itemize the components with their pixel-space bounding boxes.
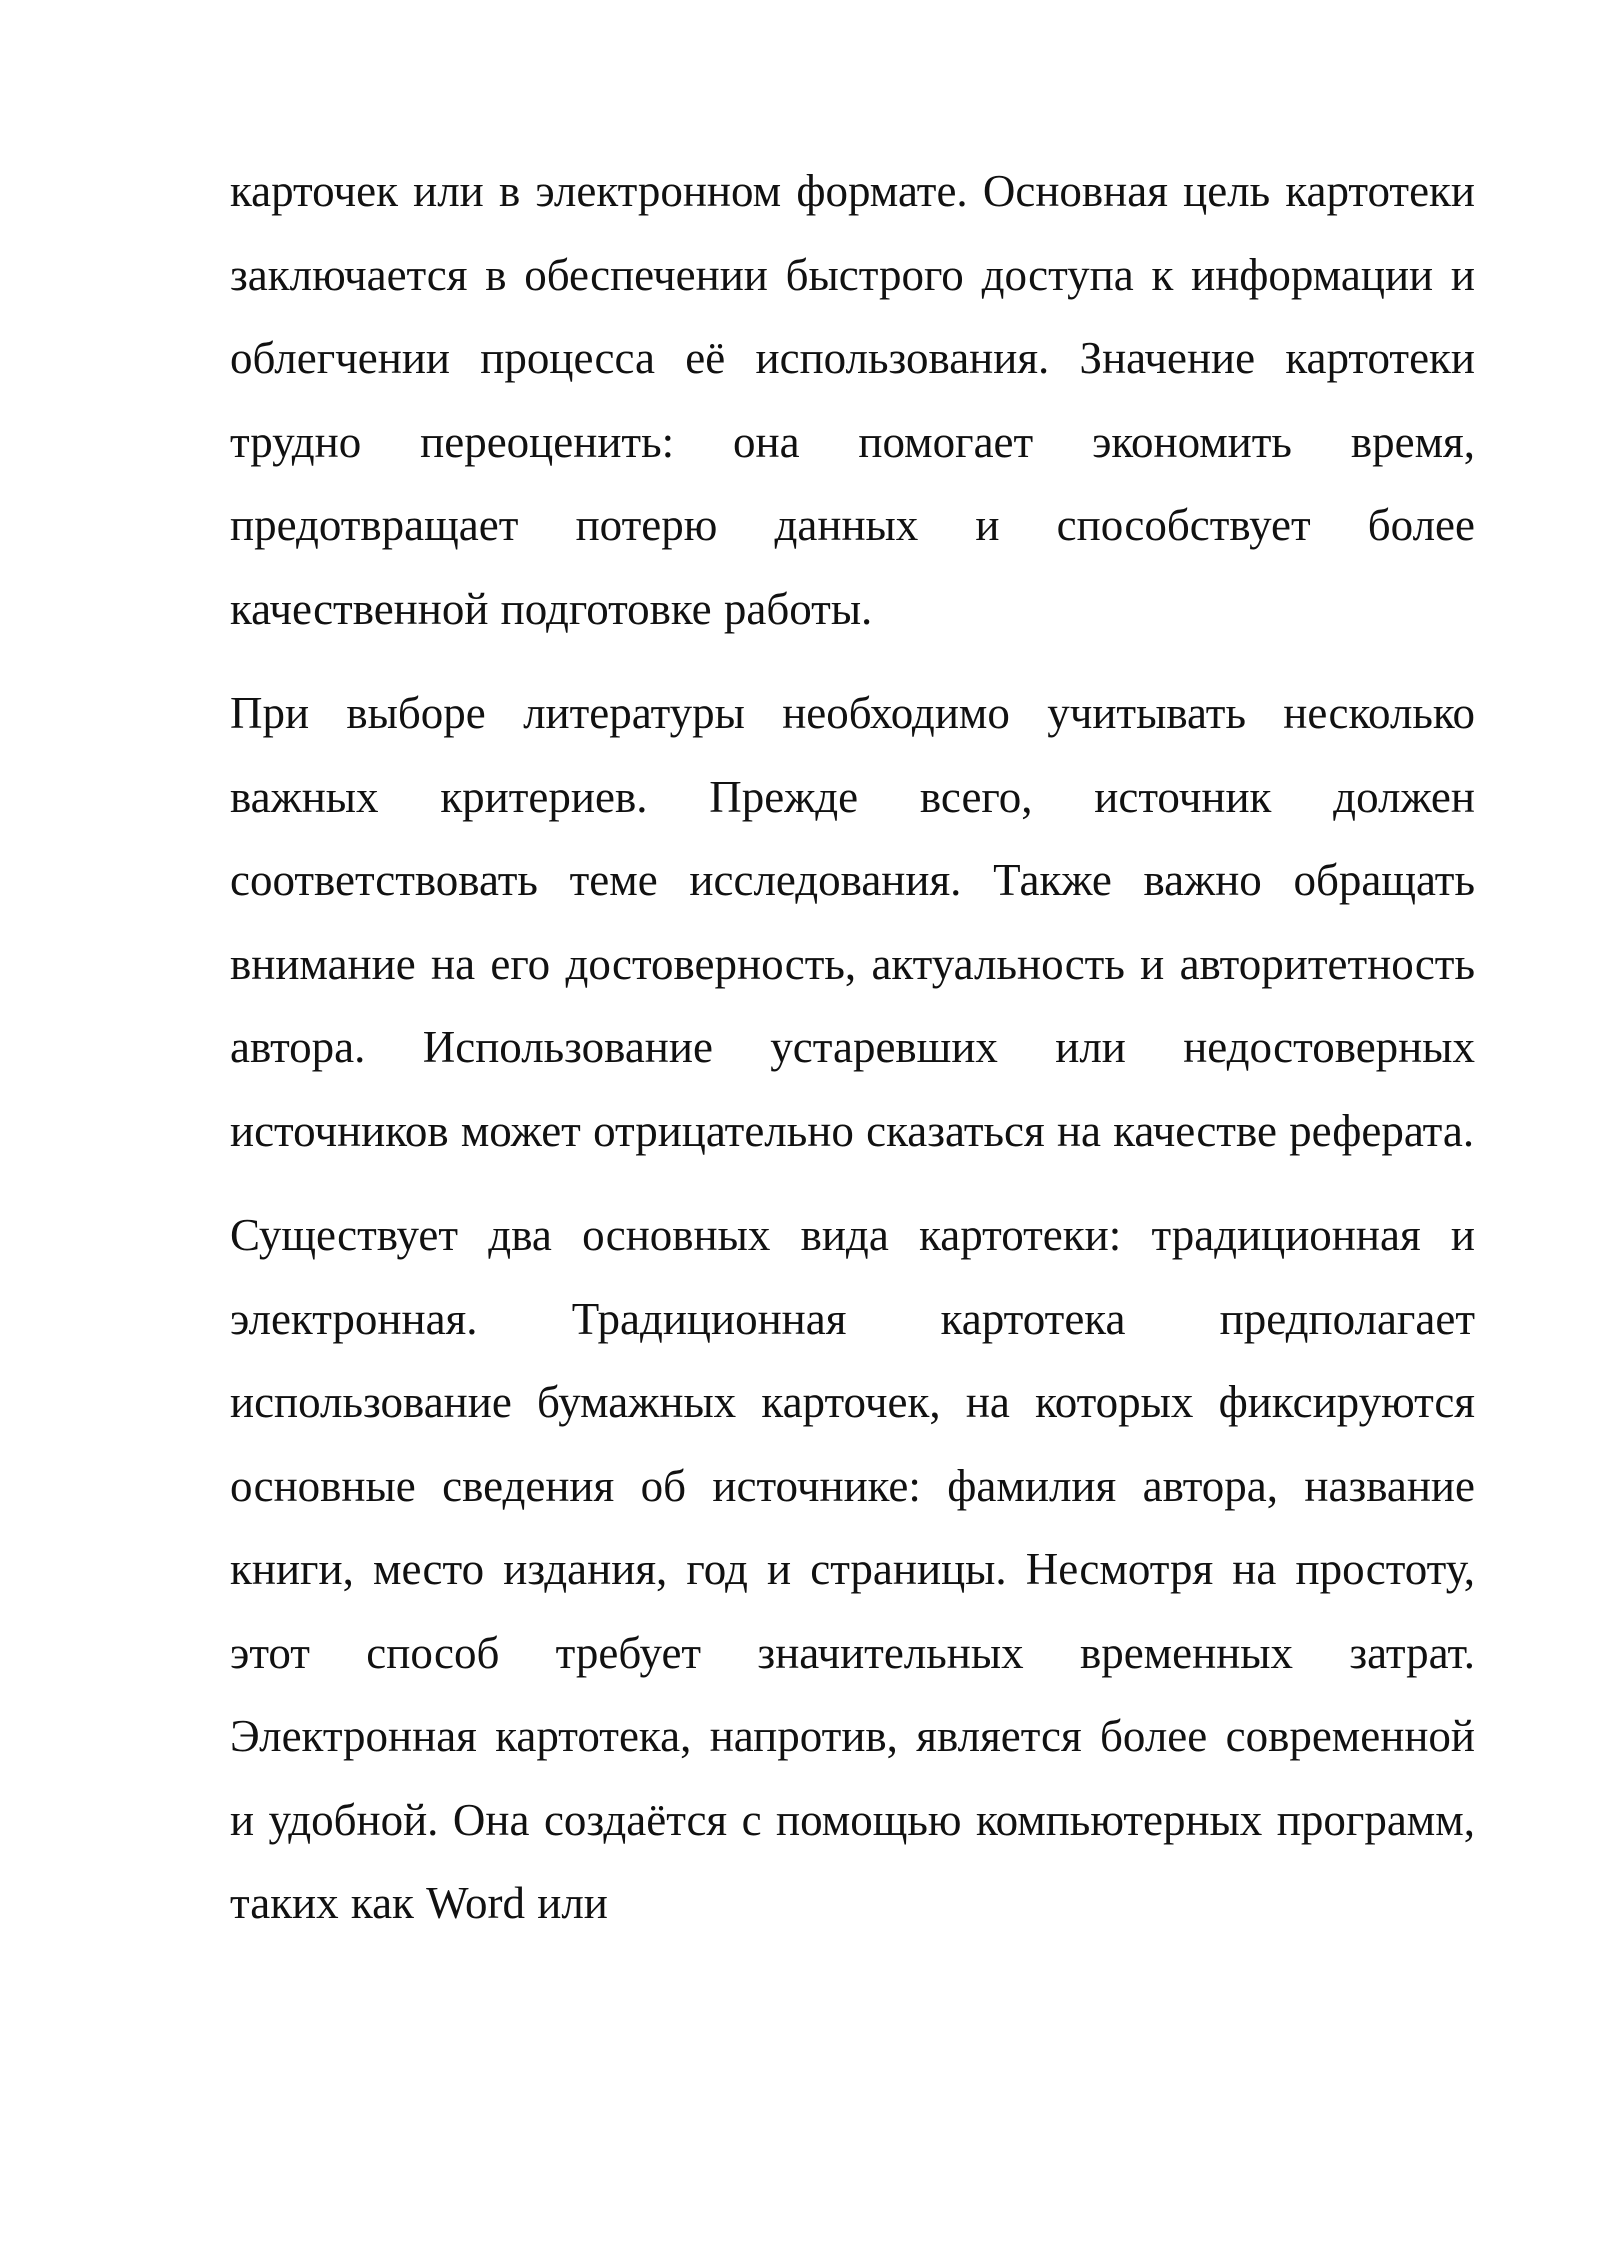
document-body <box>230 150 1475 1967</box>
paragraph-1: карточек или в электронном формате. Основная цель картотеки заключается в обеспечении быстрого доступа к информации и облегчении процесса её использования. Значение картотеки трудно переоценить: она помогает экономить время, предотвращает потерю данных и способствует более качественной подготовке работы. <box>230 166 1475 634</box>
paragraph-2: При выборе литературы необходимо учитывать несколько важных критериев. Прежде всего, источник должен соответствовать теме исследования. Также важно обращать внимание на его достоверность, актуальность и авторитетность автора. Использование устаревших или недостоверных источников может отрицательно сказаться на качестве реферата. <box>230 688 1475 1156</box>
paragraph-3: Существует два основных вида картотеки: традиционная и электронная. Традиционная картотека предполагает использование бумажных карточек, на которых фиксируются основные сведения об источнике: фамилия автора, название книги, место издания, год и страницы. Несмотря на простоту, этот способ требует значительных временных затрат. Электронная картотека, напротив, является более современной и удобной. Она создаётся с помощью компьютерных программ, таких как Word или <box>230 1210 1475 1928</box>
